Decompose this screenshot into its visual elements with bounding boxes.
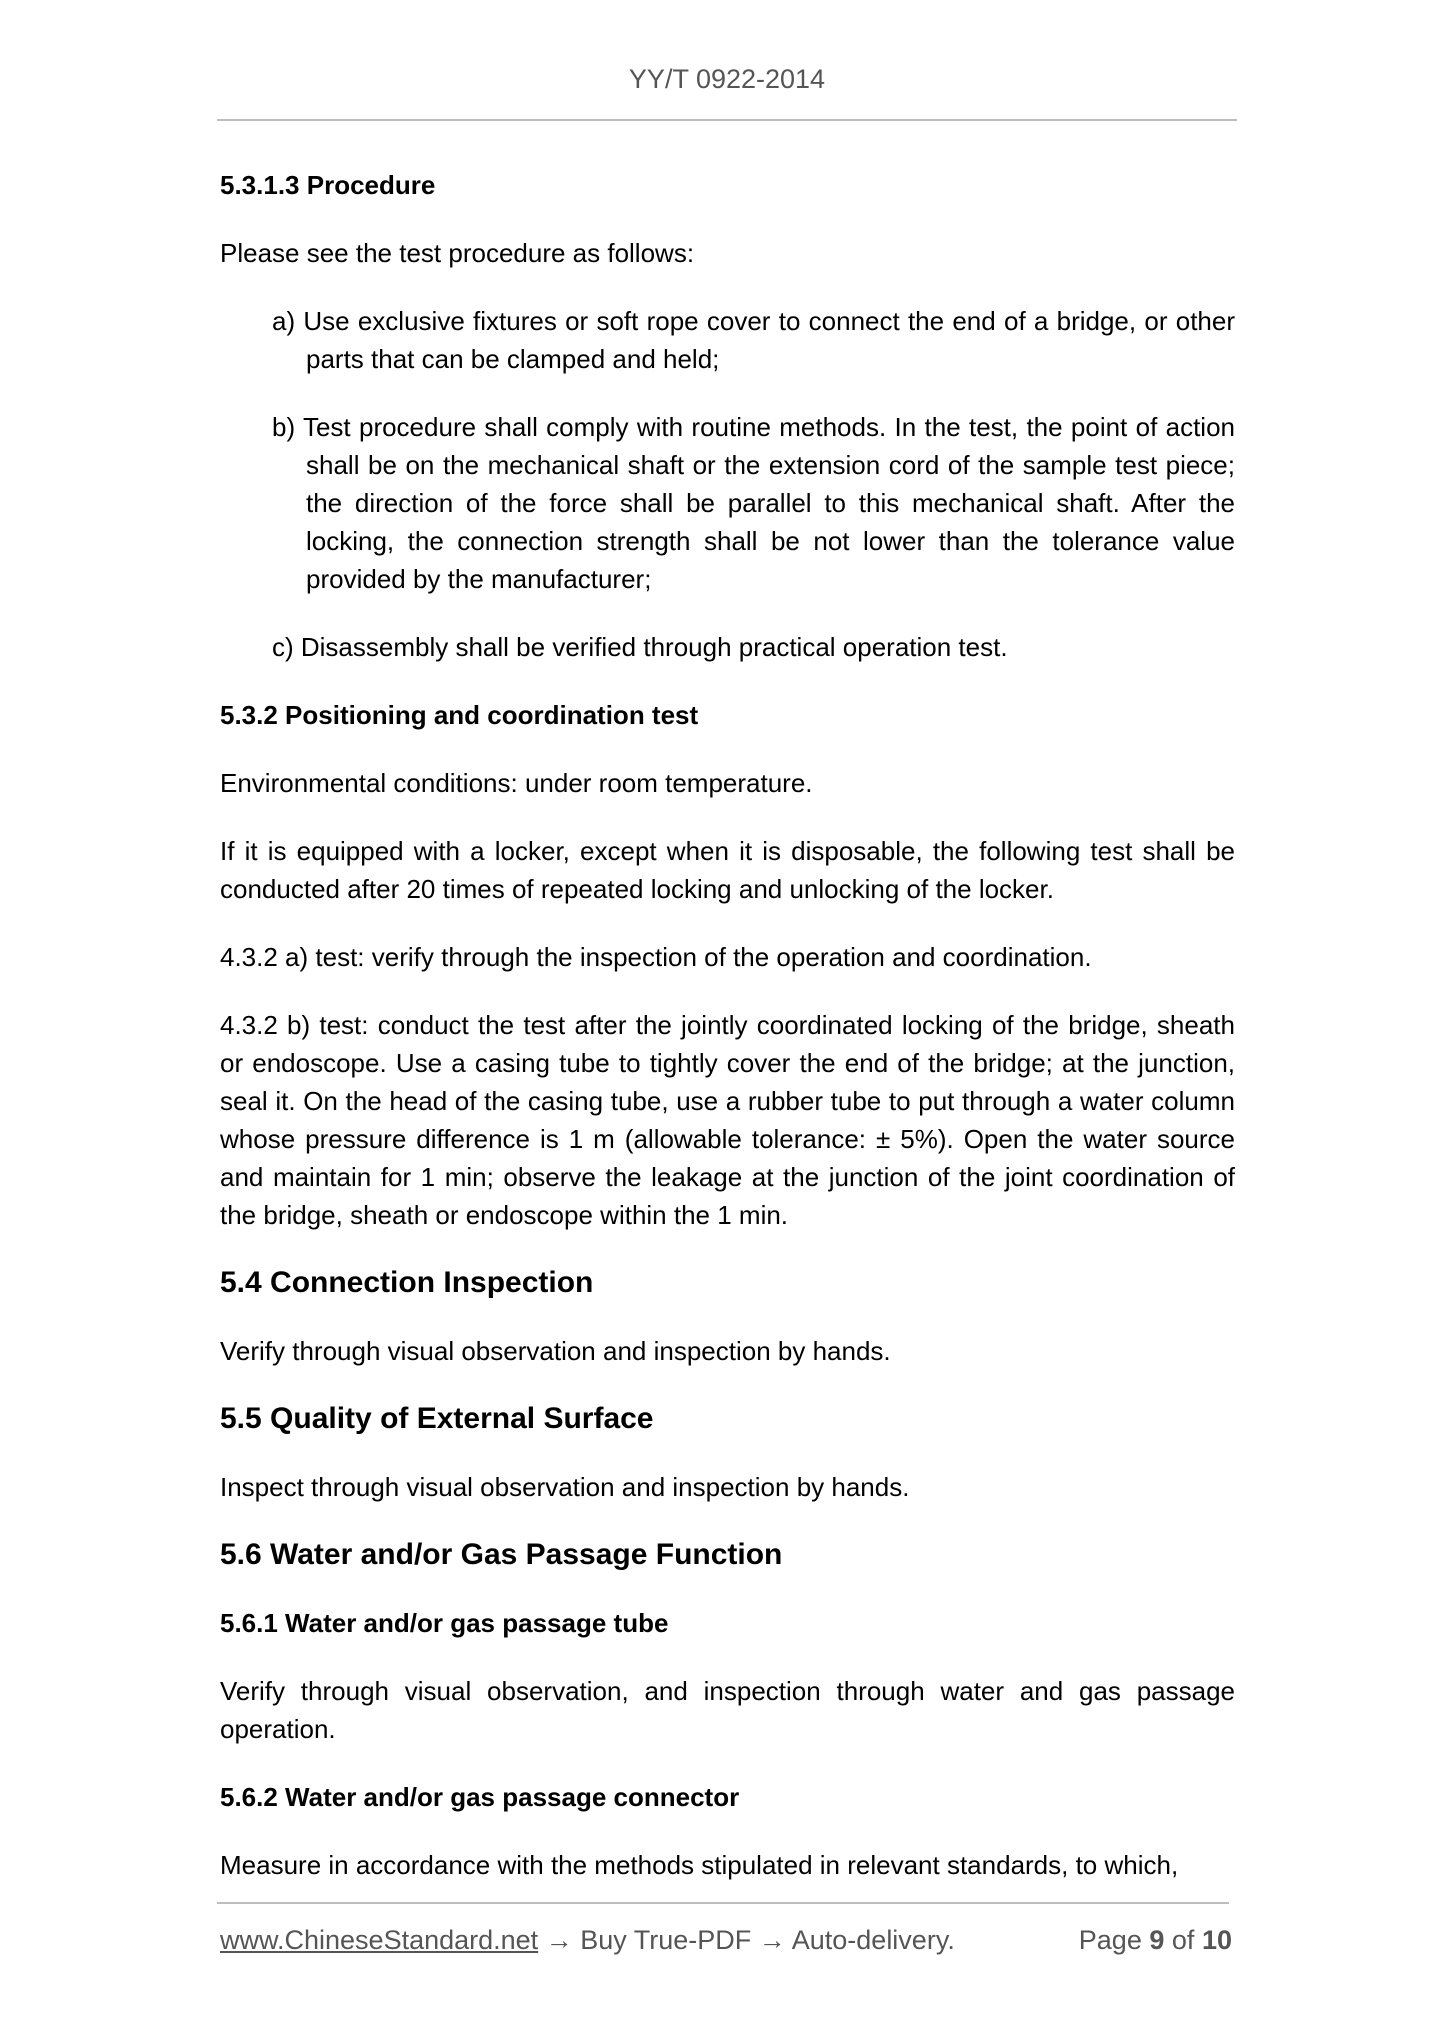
page-label: Page — [1078, 1925, 1142, 1955]
paragraph: 4.3.2 b) test: conduct the test after the jointly coordinated locking of the bridge, sheath or endoscope. Use a casing tube to tightly cover the end of the bridge; at the junction, seal it. On the head of the casing tube, use a rubber tube to put through a water column whose pressure difference is 1 m (allowable tolerance: ± 5%). Open the water source and maintain for 1 min; observe the leakage at the junction of the joint coordination of the bridge, sheath or endoscope within the 1 min. — [220, 1010, 1235, 1230]
header-divider — [217, 119, 1237, 121]
footer-tagline: → Buy True-PDF → Auto-delivery. — [538, 1925, 955, 1955]
website-link[interactable]: www.ChineseStandard.net — [220, 1925, 539, 1955]
section-heading-5-3-1-3: 5.3.1.3 Procedure — [220, 170, 436, 200]
section-heading-5-5: 5.5 Quality of External Surface — [220, 1402, 654, 1435]
page-indicator — [1079, 1922, 1232, 1958]
footer-divider — [217, 1902, 1229, 1904]
paragraph: Please see the test procedure as follows: — [220, 238, 695, 268]
document-body — [220, 166, 1235, 1914]
paragraph: Verify through visual observation, and inspection through water and gas passage operation. — [220, 1676, 1235, 1744]
paragraph: Verify through visual observation and inspection by hands. — [220, 1336, 891, 1366]
page-footer — [220, 1922, 1232, 1958]
list-item: c) Disassembly shall be verified through practical operation test. — [272, 632, 1008, 662]
page-current: 9 — [1149, 1925, 1165, 1955]
paragraph: Measure in accordance with the methods stipulated in relevant standards, to which, — [220, 1850, 1179, 1880]
section-heading-5-3-2: 5.3.2 Positioning and coordination test — [220, 700, 699, 730]
section-heading-5-6-2: 5.6.2 Water and/or gas passage connector — [220, 1782, 740, 1812]
section-heading-5-6-1: 5.6.1 Water and/or gas passage tube — [220, 1608, 669, 1638]
page-total: 10 — [1201, 1925, 1232, 1955]
paragraph: If it is equipped with a locker, except when it is disposable, the following test shall be conducted after 20 times of repeated locking and unlocking of the locker. — [220, 836, 1235, 904]
document-code-header: YY/T 0922-2014 — [628, 64, 826, 94]
paragraph: Environmental conditions: under room temperature. — [220, 768, 813, 798]
paragraph: 4.3.2 a) test: verify through the inspection of the operation and coordination. — [220, 942, 1092, 972]
page-of-label: of — [1171, 1925, 1195, 1955]
section-heading-5-4: 5.4 Connection Inspection — [220, 1266, 594, 1299]
list-item: a) Use exclusive fixtures or soft rope cover to connect the end of a bridge, or other parts that can be clamped and held; — [272, 306, 1235, 374]
section-heading-5-6: 5.6 Water and/or Gas Passage Function — [220, 1538, 783, 1571]
list-item: b) Test procedure shall comply with routine methods. In the test, the point of action shall be on the mechanical shaft or the extension cord of the sample test piece; the direction of the force shall be parallel to this mechanical shaft. After the locking, the connection strength shall be not lower than the tolerance value provided by the manufacturer; — [272, 412, 1235, 594]
paragraph: Inspect through visual observation and inspection by hands. — [220, 1472, 910, 1502]
